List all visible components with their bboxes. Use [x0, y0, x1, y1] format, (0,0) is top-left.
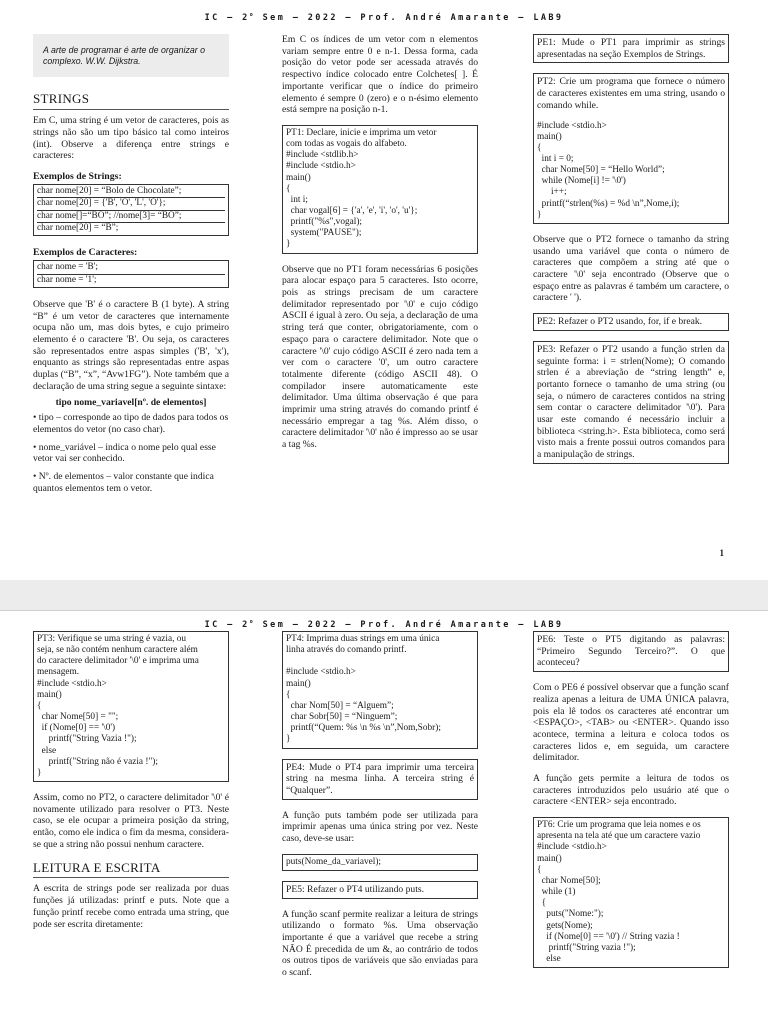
pe3-box: PE3: Refazer o PT2 usando a função strlen da seguinte forma: i = strlen(Nome); O comando strlen é a abreviação de “string length” e, portanto fornece o tamanho de uma string (ou seja, o número de caracteres contidos na string sem contar o caractere delimitador '\0'). Para usar este comando é necessário incluir a biblioteca <string.h>. Esta biblioteca, como será visto mais a frente possui outros comandos para a manipulação de strings. [533, 341, 729, 464]
bullet-tipo: • tipo – corresponde ao tipo de dados para todos os elementos do vetor (no caso char). [33, 412, 229, 435]
scanf-text: A função scanf permite realizar a leitura de strings utilizando o formato %s. Uma observação importante é que a variável que recebe a string NÃO É precedida de um &, ao contrário de todos os outros tipos de variáveis que são enviadas para o scanf. [282, 908, 478, 979]
examples-strings-box: char nome[20] = “Bolo de Chocolate”; char nome[20] = {'B', 'O', 'L', 'O'}; char nome[]=“BO”; //nome[3]= “BO”; char nome[20] = “B”; [33, 184, 229, 236]
puts-text: A função puts também pode ser utilizada para imprimir apenas uma única string por vez. Neste caso, deve-se usar: [282, 809, 478, 845]
page-header: IC – 2$^o$ Sem – 2022 – Prof. André Amarante – LAB9 [204, 619, 564, 630]
puts-code-box: puts(Nome_da_variavel); [282, 854, 478, 871]
pt1-observation: Observe que no PT1 foram necessárias 6 posições para alocar espaço para 5 caracteres. Isto ocorre, pois as strings precisam de um caractere delimitador representado por '\0' e cujo código ASCII é igual à zero. Ou seja, a declaração de uma string terá que conter, obrigatoriamente, com o espaço para o caractere delimitador. Note que o caractere '\0' cujo código ASCII é zero nada tem a ver com o caractere '0', um outro caractere totalmente diferente (código ASCII 48). O compilador insere automaticamente este delimitador. Uma última observação é que para imprimir uma string através do comando printf é necessário empregar a tag %s. Além disso, o caractere delimitador '\0' não é impresso ao se usar a tag %s. [282, 263, 478, 451]
page-header: IC – 2$^o$ Sem – 2022 – Prof. André Amarante – LAB9 [204, 12, 564, 23]
pt6-box: PT6: Crie um programa que leia nomes e os apresenta na tela até que um caractere vazio #include <stdio.h> main() { char Nome[50]; while (1) { puts("Nome:"); gets(Nome); if (Nome[0] == '\0') // String vazia ! printf("String vazia !"); else [533, 817, 729, 968]
column-3 [533, 34, 729, 474]
pt1-box: PT1: Declare, inicie e imprima um vetor com todas as vogais do alfabeto. #include <stdlib.h> #include <stdio.h> main() { int i; char vogal[6] = {'a', 'e', 'i', 'o', 'u'}; printf("%s",vogal); system("PAUSE"); } [282, 125, 478, 254]
bullet-elementos: • Nº. de elementos – valor constante que indica quantos elementos tem o vetor. [33, 471, 214, 494]
pe6-observation: Com o PE6 é possível observar que a função scanf realiza apenas a leitura de UMA ÚNICA palavra, pois ela lê todos os caracteres até encontrar um <ESPAÇO>, <TAB> ou <ENTER>. Quando isso acontece, termina a leitura e coloca todos os caracteres lidos e, em seguida, um caractere delimitador. [533, 682, 729, 764]
indices-text: Em C os índices de um vetor com n elementos variam sempre entre 0 e n-1. Dessa forma, cada posição do vetor pode ser acessada através do respectivo índice colocado entre Colchetes[ ]. É importante verificar que o índice do primeiro elemento é sempre 0 (zero) e o n-ésimo elemento está sempre na posição n-1. [282, 34, 478, 116]
column-2 [282, 631, 478, 988]
pt4-box: PT4: Imprima duas strings em uma única linha através do comando printf. #include <stdio.h> main() { char Nom[50] = “Alguem”; char Sobr[50] = “Ninguem”; printf(“Quem: %s \n %s \n”,Nom,Sobr); } [282, 631, 478, 749]
examples-strings: Exemplos de Strings: char nome[20] = “Bolo de Chocolate”; char nome[20] = {'B', 'O', 'L', 'O'}; char nome[]=“BO”; //nome[3]= “BO”; char nome[20] = “B”; [33, 171, 229, 236]
pt2-observation: Observe que o PT2 fornece o tamanho da string usando uma variável que conta o número de caracteres que compõem a string até que o caractere '\0' seja encontrado (Observe que o espaço entre as palavras é também um caractere, o caractere ' '). [533, 233, 729, 304]
pt2-box: PT2: Crie um programa que fornece o número de caracteres existentes em uma string, usando o comando while. #include <stdio.h> main() { int i = 0; char Nome[50] = “Hello World”; while (Nome[i] != '\0') i++; printf(“strlen(%s) = %d \n”,Nome,i); } [533, 73, 729, 224]
syntax-line: tipo nome_variavel[nº. de elementos] [55, 396, 207, 408]
pe6-box: PE6: Teste o PT5 digitando as palavras: “Primeiro Segundo Terceiro?”. O que aconteceu? [533, 631, 729, 672]
page-gap [0, 580, 768, 610]
pt3-box: PT3: Verifique se uma string é vazia, ou seja, se não contém nenhum caractere além do caractere delimitador '\0' e imprima uma mensagem. #include <stdio.h> main() { char Nome[50] = ""; if (Nome[0] == '\0') printf("String Vazia !"); else printf("String não é vazia !"); } [33, 631, 229, 782]
examples-chars: Exemplos de Caracteres: char nome = 'B'; char nome = '1'; [33, 247, 229, 288]
section-title-strings: STRINGS [33, 91, 229, 110]
strings-intro: Em C, uma string é um vetor de caracteres, pois as strings não são um tipo básico tal como inteiros (int). Observe a diferença entre strings e caracteres: [33, 115, 229, 162]
pe2-box: PE2: Refazer o PT2 usando, for, if e break. [533, 313, 729, 331]
column-3 [533, 631, 729, 978]
page-2 [0, 610, 768, 1025]
section-title-leitura: LEITURA E ESCRITA [33, 860, 229, 879]
leitura-text: A escrita de strings pode ser realizada por duas funções já utilizadas: printf e puts. Note que a função printf recebe como entrada uma string, que pode ser escrita diretamente: [33, 883, 229, 930]
pt3-observation: Assim, como no PT2, o caractere delimitador '\0' é novamente utilizado para resolver o PT3. Neste caso, se ele ocupar a primeira posição da string, então, como ele indica o fim da mesma, considera-se que a string não possui nenhum caractere. [33, 792, 229, 850]
column-2 [282, 34, 478, 460]
examples-chars-box: char nome = 'B'; char nome = '1'; [33, 260, 229, 288]
column-1 [33, 34, 229, 501]
pe1-box: PE1: Mude o PT1 para imprimir as strings apresentadas na seção Exemplos de Strings. [533, 34, 729, 63]
gets-text: A função gets permite a leitura de todos os caracteres introduzidos pelo usuário até que o caractere <ENTER> seja encontrado. [533, 773, 729, 808]
quote-box: A arte de programar é arte de organizar o complexo. W.W. Dijkstra. [33, 34, 229, 77]
pe4-box: PE4: Mude o PT4 para imprimir uma terceira string na mesma linha. A terceira string é “Qualquer”. [282, 759, 478, 800]
bullet-nome: • nome_variável – indica o nome pelo qual esse vetor vai ser conhecido. [33, 441, 216, 465]
observe-text: Observe que 'B' é o caractere B (1 byte). A string “B” é um vetor de caracteres que internamente ocupa não um, mas dois bytes, e cujo primeiro elemento é o caractere 'B'. Ou seja, os caracteres são representados entre aspas simples ('B', 'x'), enquanto as strings são representadas entre aspas duplas (“B”, “x”, “Avw1FG”). Note também que a declaração de uma string segue a seguinte sintaxe: [33, 298, 229, 392]
pe5-box: PE5: Refazer o PT4 utilizando puts. [282, 881, 478, 899]
column-1 [33, 631, 229, 939]
page-number: 1 [719, 548, 724, 558]
